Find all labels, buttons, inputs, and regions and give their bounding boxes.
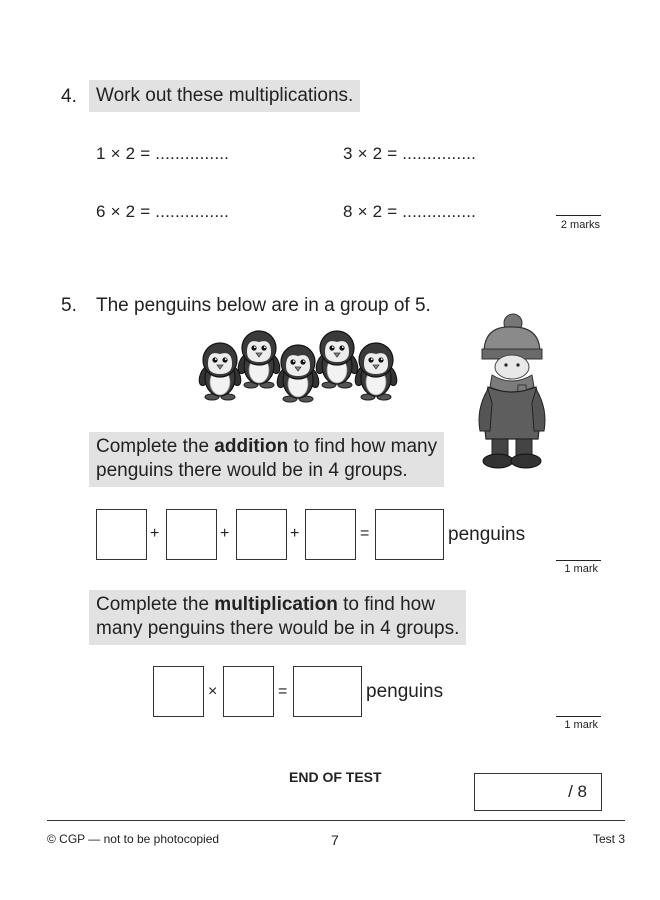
equals-sign: = [360,525,370,542]
sum-1x2: 1 × 2 = ............... [96,144,230,163]
sum-3x2: 3 × 2 = ............... [343,144,477,163]
addition-keyword: addition [214,436,289,457]
addition-answer-box-3[interactable] [236,509,287,560]
penguin [197,343,243,400]
penguin [353,343,399,400]
multiplication-prompt [89,590,466,645]
penguin [314,331,360,388]
footer-divider [47,820,625,821]
multiplication-total-box[interactable] [293,666,362,717]
sum-8x2: 8 × 2 = ............... [343,202,477,221]
addition-prompt-text: Complete the [96,436,215,457]
multiplication-prompt-line-2: many penguins there would be in 4 groups. [96,618,460,639]
multiplication-keyword: multiplication [214,594,338,615]
multiplication-prompt-text: to find how [337,594,435,615]
marks-line [556,560,601,561]
penguin [236,331,282,388]
marks-line [556,215,601,216]
addition-answer-box-1[interactable] [96,509,147,560]
question-4-number: 4. [61,86,77,107]
multiplication-prompt-line-1 [96,593,459,617]
sum-6x2: 6 × 2 = ............... [96,202,230,221]
score-box[interactable] [474,773,602,811]
end-of-test-label: END OF TEST [289,769,382,785]
addition-marks: 1 mark [564,563,598,575]
times-sign: × [208,683,218,700]
footer-test-label: Test 3 [592,832,625,846]
penguin [275,345,321,402]
multiplication-unit: penguins [366,681,444,702]
plus-sign: + [290,525,300,542]
addition-prompt-line-1 [96,435,437,459]
child-in-winter-coat-illustration [470,313,552,470]
page-number: 7 [331,832,339,848]
marks-line [556,716,601,717]
score-total: / 8 [568,782,587,801]
addition-prompt-line-2: penguins there would be in 4 groups. [96,460,408,481]
addition-prompt-text: to find how many [288,436,438,457]
multiplication-answer-box-2[interactable] [223,666,274,717]
penguin-group-illustration [196,328,401,416]
multiplication-marks: 1 mark [564,719,598,731]
multiplication-prompt-text: Complete the [96,594,215,615]
question-5-number: 5. [61,295,77,316]
plus-sign: + [220,525,230,542]
addition-answer-box-4[interactable] [305,509,356,560]
addition-total-box[interactable] [375,509,444,560]
addition-answer-box-2[interactable] [166,509,217,560]
question-5-intro: The penguins below are in a group of 5. [96,295,431,316]
question-4-instruction: Work out these multiplications. [89,80,360,112]
footer-copyright: © CGP — not to be photocopied [47,832,220,846]
equals-sign: = [278,683,288,700]
multiplication-answer-box-1[interactable] [153,666,204,717]
question-4-marks: 2 marks [560,219,600,231]
addition-unit: penguins [448,524,526,545]
addition-prompt [89,432,444,487]
plus-sign: + [150,525,160,542]
